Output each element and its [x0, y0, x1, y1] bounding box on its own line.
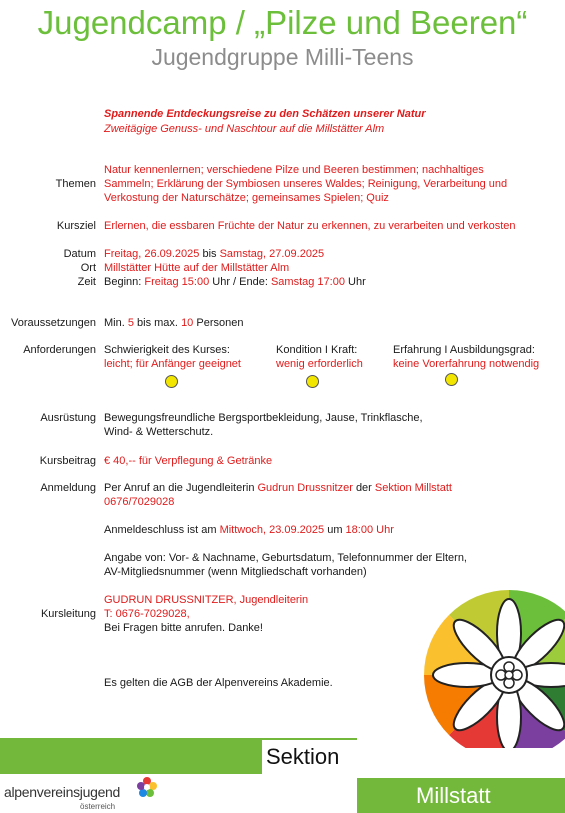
zeit-end-time: Samstag 17:00 — [270, 276, 345, 288]
voraus-min: 5 — [127, 317, 134, 329]
level-title: Kondition I Kraft: — [276, 344, 358, 356]
level-indicator-dot — [445, 373, 458, 386]
intro-subline: Zweitägige Genuss- und Naschtour auf die Millstätter Alm — [104, 123, 385, 135]
kursbeitrag-text: € 40,-- für Verpflegung & Getränke — [104, 455, 273, 467]
datum-from: Freitag, 26.09.2025 — [104, 248, 200, 260]
kursziel-text: Erlernen, die essbaren Früchte der Natur zu erkennen, zu verarbeiten und verkosten — [104, 220, 516, 232]
anmeldeschluss — [104, 523, 394, 537]
intro-headline: Spannende Entdeckungsreise zu den Schätzen unserer Natur — [104, 108, 426, 120]
kursleitung-name: GUDRUN DRUSSNITZER, Jugendleiterin — [104, 594, 309, 606]
ausruestung-line: Wind- & Wetterschutz. — [104, 426, 214, 438]
logo-subtext: österreich — [80, 802, 116, 811]
info-line: Angabe von: Vor- & Nachname, Geburtsdatum, Telefonnummer der Eltern, — [104, 552, 467, 564]
kursleitung-note: Bei Fragen bitte anrufen. Danke! — [104, 622, 263, 634]
anforderungen-label: Anforderungen — [23, 344, 96, 356]
voraus-max: 10 — [181, 317, 194, 329]
level-condition — [276, 343, 363, 371]
ausruestung-text — [104, 411, 423, 439]
datum-to: Samstag, 27.09.2025 — [219, 248, 325, 260]
zeit-begin-label: Beginn: — [104, 276, 142, 288]
ausruestung-label: Ausrüstung — [40, 412, 96, 424]
anmeldung-pre: Per Anruf an die Jugendleiterin — [104, 482, 255, 494]
page-title: Jugendcamp / „Pilze und Beeren“ — [37, 4, 528, 41]
datum-value — [104, 247, 324, 261]
ausruestung-line: Bewegungsfreundliche Bergsportbekleidung, Jause, Trinkflasche, — [104, 412, 423, 424]
anmeldung-text — [104, 481, 452, 495]
kursleitung-label: Kursleitung — [40, 608, 96, 620]
level-value: wenig erforderlich — [276, 358, 363, 370]
themen-line: Sammeln; Erklärung der Symbiosen unseres Waldes; Reinigung, Verarbeitung und — [104, 178, 508, 190]
zeit-mid: Uhr / Ende: — [212, 276, 268, 288]
themen-line: Natur kennenlernen; verschiedene Pilze und Beeren bestimmen; nachhaltiges — [104, 164, 484, 176]
themen-line: Verkostung der Naturschätze; gemeinsames Spielen; Quiz — [104, 192, 389, 204]
edelweiss-icon — [424, 590, 565, 748]
info-line: AV-Mitgliedsnummer (wenn Mitgliedschaft vorhanden) — [104, 566, 367, 578]
kursbeitrag-label: Kursbeitrag — [39, 455, 96, 467]
voraus-pre: Min. — [104, 317, 125, 329]
level-value: keine Vorerfahrung notwendig — [393, 358, 540, 370]
deadline-mid: um — [327, 524, 343, 536]
zeit-begin-time: Freitag 15:00 — [144, 276, 210, 288]
voraussetzungen-label: Voraussetzungen — [10, 317, 96, 329]
ort-value: Millstätter Hütte auf der Millstätter Alm — [104, 262, 290, 274]
logo-flower-icon — [136, 776, 158, 798]
anmeldung-info — [104, 551, 467, 579]
anmeldung-mid: der — [355, 482, 372, 494]
kursziel-label: Kursziel — [56, 220, 96, 232]
deadline-time: 18:00 Uhr — [345, 524, 394, 536]
anmeldung-label: Anmeldung — [40, 482, 96, 494]
level-difficulty — [104, 343, 241, 371]
ort-label: Ort — [80, 262, 96, 274]
anmeldung-phone: 0676/7029028 — [104, 496, 175, 508]
level-indicator-dot — [306, 375, 319, 388]
footer-ort: Millstatt — [416, 783, 491, 808]
level-title: Schwierigkeit des Kurses: — [104, 344, 230, 356]
voraussetzungen-value — [104, 316, 243, 330]
level-experience — [393, 343, 539, 371]
deadline-pre: Anmeldeschluss ist am — [104, 524, 217, 536]
deadline-date: Mittwoch, 23.09.2025 — [219, 524, 325, 536]
page-subtitle: Jugendgruppe Milli-Teens — [151, 44, 414, 70]
zeit-label: Zeit — [77, 276, 96, 288]
footer-sektion: Sektion — [266, 744, 340, 769]
zeit-suffix: Uhr — [348, 276, 366, 288]
voraus-suffix: Personen — [196, 317, 244, 329]
anmeldung-section: Sektion Millstatt — [374, 482, 452, 494]
zeit-value — [104, 275, 366, 289]
level-title: Erfahrung I Ausbildungsgrad: — [393, 344, 535, 356]
level-indicator-dot — [165, 375, 178, 388]
themen-label: Themen — [55, 178, 96, 190]
alpenvereinsjugend-logo: alpenvereinsjugend — [4, 784, 121, 800]
kursleitung-text — [104, 593, 308, 635]
datum-label: Datum — [63, 248, 96, 260]
themen-text — [104, 163, 507, 205]
anmeldung-name: Gudrun Drussnitzer — [257, 482, 353, 494]
kursleitung-phone: T: 0676-7029028, — [104, 608, 190, 620]
agb-text: Es gelten die AGB der Alpenvereins Akademie. — [104, 677, 333, 689]
voraus-mid: bis max. — [137, 317, 178, 329]
level-value: leicht; für Anfänger geeignet — [104, 358, 241, 370]
datum-sep: bis — [202, 248, 217, 260]
